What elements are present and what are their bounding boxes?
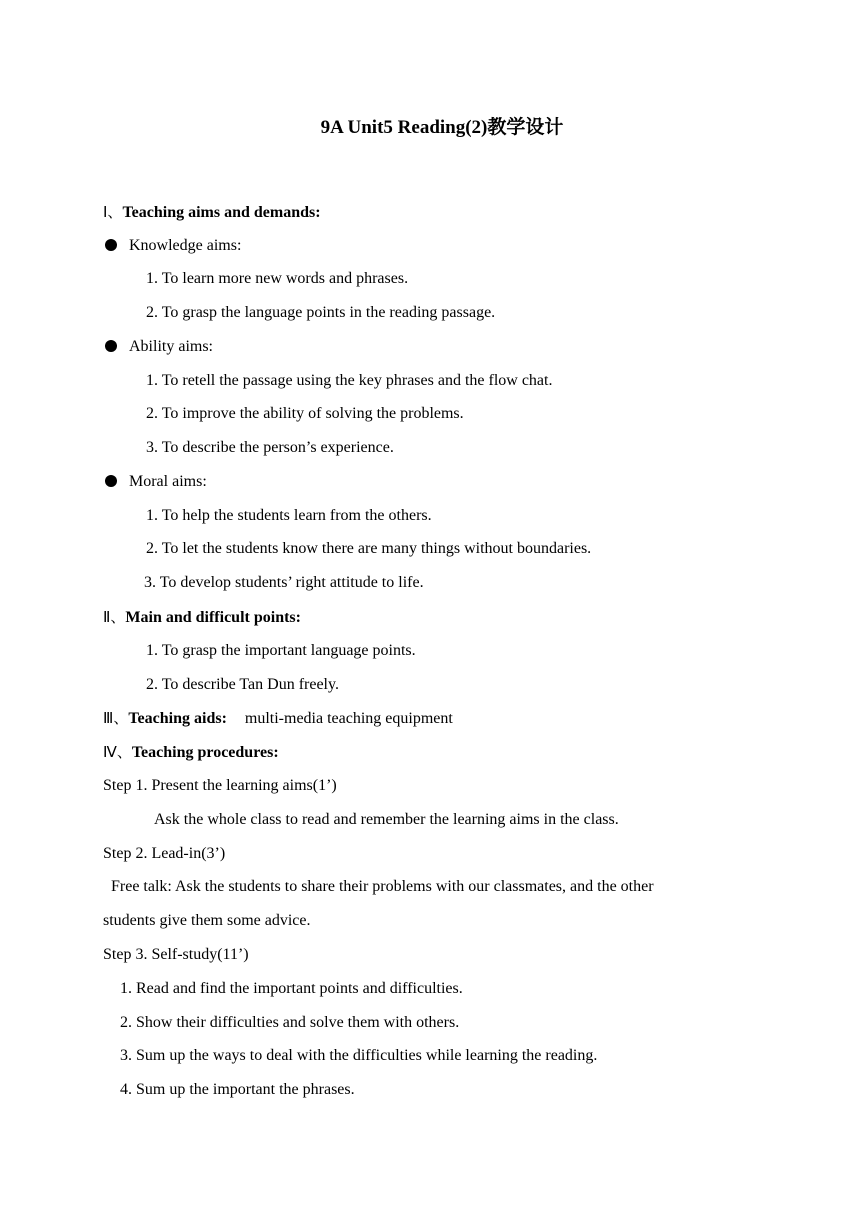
ability-aim-item: 3. To describe the person’s experience. bbox=[146, 439, 394, 456]
bullet-icon bbox=[105, 340, 117, 352]
knowledge-aims-row bbox=[105, 235, 241, 257]
section-2-numeral: Ⅱ、 bbox=[103, 608, 126, 626]
moral-aims-row bbox=[105, 471, 207, 493]
difficult-point-item: 1. To grasp the important language points. bbox=[146, 642, 416, 659]
moral-aim-item: 1. To help the students learn from the others. bbox=[146, 507, 432, 524]
ability-aims-row bbox=[105, 336, 213, 358]
step-1-text: Ask the whole class to read and remember the learning aims in the class. bbox=[154, 811, 619, 828]
knowledge-aims-label: Knowledge aims: bbox=[129, 237, 242, 254]
section-3-heading: Teaching aids: bbox=[128, 710, 227, 727]
teaching-aids-value: multi-media teaching equipment bbox=[244, 710, 453, 727]
section-4-heading: Teaching procedures: bbox=[131, 744, 279, 761]
knowledge-aim-item: 2. To grasp the language points in the reading passage. bbox=[146, 304, 496, 321]
section-1-heading: Teaching aims and demands: bbox=[122, 204, 321, 221]
step-3-item: 4. Sum up the important the phrases. bbox=[120, 1081, 355, 1098]
ability-aim-item: 2. To improve the ability of solving the problems. bbox=[146, 405, 464, 422]
moral-aim-item: 2. To let the students know there are many things without boundaries. bbox=[146, 540, 592, 557]
section-3-numeral: Ⅲ、 bbox=[103, 709, 129, 727]
section-2-heading: Main and difficult points: bbox=[125, 609, 301, 626]
section-2-heading-row bbox=[103, 606, 301, 629]
ability-aim-item: 1. To retell the passage using the key phrases and the flow chat. bbox=[146, 372, 553, 389]
step-1-label: Step 1. Present the learning aims(1’) bbox=[103, 777, 337, 794]
section-1-numeral: Ⅰ、 bbox=[103, 203, 123, 221]
moral-aim-item: 3. To develop students’ right attitude to life. bbox=[144, 574, 424, 591]
section-4-heading-row bbox=[103, 741, 279, 764]
section-3-heading-row bbox=[103, 707, 453, 730]
moral-aims-label: Moral aims: bbox=[129, 473, 207, 490]
difficult-point-item: 2. To describe Tan Dun freely. bbox=[146, 676, 339, 693]
step-3-item: 1. Read and find the important points and difficulties. bbox=[120, 980, 463, 997]
bullet-icon bbox=[105, 475, 117, 487]
step-3-label: Step 3. Self-study(11’) bbox=[103, 946, 249, 963]
step-3-item: 3. Sum up the ways to deal with the difficulties while learning the reading. bbox=[120, 1047, 598, 1064]
ability-aims-label: Ability aims: bbox=[129, 338, 213, 355]
step-2-label: Step 2. Lead-in(3’) bbox=[103, 845, 226, 862]
step-2-text-line-1: Free talk: Ask the students to share their problems with our classmates, and the other bbox=[111, 878, 654, 895]
section-4-numeral: Ⅳ、 bbox=[103, 743, 132, 761]
step-2-text-line-2: students give them some advice. bbox=[103, 912, 311, 929]
knowledge-aim-item: 1. To learn more new words and phrases. bbox=[146, 270, 409, 287]
section-1-heading-row bbox=[103, 201, 321, 224]
bullet-icon bbox=[105, 239, 117, 251]
step-3-item: 2. Show their difficulties and solve them with others. bbox=[120, 1014, 460, 1031]
document-title: 9A Unit5 Reading(2)教学设计 bbox=[320, 117, 564, 138]
